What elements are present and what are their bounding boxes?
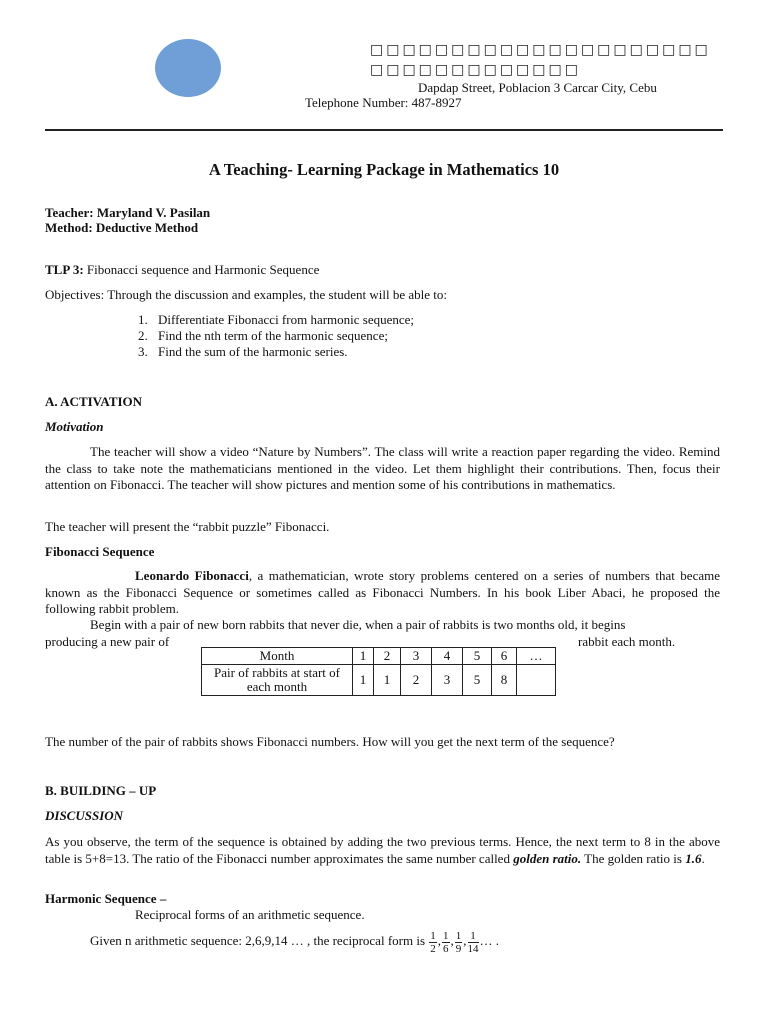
telephone-number: Telephone Number: 487-8927 xyxy=(305,95,462,110)
fibonacci-name: Leonardo Fibonacci xyxy=(135,568,249,583)
table-cell: 3 xyxy=(401,648,432,665)
motivation-paragraph: The teacher will show a video “Nature by Numbers”. The class will write a reaction paper regarding the video. Remind the class to take note the mathematicians mentioned in the video. Let them highlight their contributions. Then, focus their attention on Fibonacci. The teacher will show pictures and mention some of his contributions in mathematics. xyxy=(45,444,720,492)
table-cell: 5 xyxy=(463,648,492,665)
motivation-subheading: Motivation xyxy=(45,419,104,434)
harmonic-example: Given n arithmetic sequence: 2,6,9,14 … , the reciprocal form is $\frac{1}{2}$ , $\frac{1}{6}$ , $\frac{1}{9}$ , $\frac{1}{14}$ … . xyxy=(90,929,500,955)
fraction: $\frac{1}{9}$ xyxy=(455,929,462,955)
rabbit-problem-left: producing a new pair of xyxy=(45,634,170,649)
fraction: $\frac{1}{14}$ xyxy=(467,929,479,955)
fibonacci-paragraph: Leonardo Fibonacci, a mathematician, wrote story problems centered on a series of numbers that became known as the Fibonacci Sequence or sometimes called as Fibonacci Numbers. In his book Liber Abaci, he proposed the following rabbit problem. xyxy=(45,568,720,616)
list-item: 1. Differentiate Fibonacci from harmonic sequence; xyxy=(138,312,415,327)
table-row xyxy=(202,648,556,665)
golden-ratio-term: golden ratio. xyxy=(513,850,582,866)
table-cell: 8 xyxy=(492,665,517,696)
school-logo xyxy=(155,39,221,97)
discussion-paragraph: As you observe, the term of the sequence is obtained by adding the two previous terms. Hence, the next term to 8 in the above table is 5+8=13. The ratio of the Fibonacci number approximates the same number called golden ratio. The golden ratio is 1.6. xyxy=(45,834,720,866)
rabbit-problem-right: rabbit each month. xyxy=(578,634,676,649)
table-header-cell: Month xyxy=(202,648,353,665)
table-cell: 2 xyxy=(374,648,401,665)
objectives-intro: Objectives: Through the discussion and examples, the student will be able to: xyxy=(45,287,447,302)
fibonacci-heading: Fibonacci Sequence xyxy=(45,544,155,559)
table-cell: 1 xyxy=(353,665,374,696)
method-line: Method: Deductive Method xyxy=(45,220,199,235)
building-heading: B. BUILDING – UP xyxy=(45,783,157,798)
harmonic-definition: Reciprocal forms of an arithmetic sequence. xyxy=(135,907,365,922)
fraction: $\frac{1}{6}$ xyxy=(443,929,449,955)
list-item: 2. Find the nth term of the harmonic sequence; xyxy=(138,328,388,343)
table-cell: 2 xyxy=(401,665,432,696)
table-cell: 4 xyxy=(432,648,463,665)
objectives-list xyxy=(138,312,414,360)
activation-heading: A. ACTIVATION xyxy=(45,394,143,409)
table-row xyxy=(202,665,556,696)
table-cell: 5 xyxy=(463,665,492,696)
header-divider xyxy=(45,129,723,131)
table-cell: … xyxy=(517,648,556,665)
school-name: □□□□□□□□□□□□□□□□□□□□□□□□□□□□□□□□□□ xyxy=(370,42,711,78)
rabbit-table xyxy=(201,647,556,696)
tlp-label: TLP 3: xyxy=(45,262,84,277)
fibonacci-question: The number of the pair of rabbits shows Fibonacci numbers. How will you get the next term of the sequence? xyxy=(45,734,615,749)
list-item: 3. Find the sum of the harmonic series. xyxy=(138,344,348,359)
table-header-cell: Pair of rabbits at start of each month xyxy=(202,665,353,696)
table-cell: 3 xyxy=(432,665,463,696)
table-cell xyxy=(517,665,556,696)
table-cell: 6 xyxy=(492,648,517,665)
tlp-text: Fibonacci sequence and Harmonic Sequence xyxy=(83,262,320,277)
tlp-line xyxy=(45,262,720,279)
table-cell: 1 xyxy=(374,665,401,696)
harmonic-heading: Harmonic Sequence – xyxy=(45,891,167,906)
discussion-subheading: DISCUSSION xyxy=(45,808,124,823)
rabbit-problem-line: Begin with a pair of new born rabbits that never die, when a pair of rabbits is two months old, it begins xyxy=(90,617,626,632)
rabbit-puzzle-intro: The teacher will present the “rabbit puzzle” Fibonacci. xyxy=(45,519,330,534)
golden-ratio-value: 1.6 xyxy=(685,850,702,866)
fraction: $\frac{1}{2}$ xyxy=(430,929,436,955)
school-address: Dapdap Street, Poblacion 3 Carcar City, Cebu xyxy=(418,80,657,95)
teacher-line: Teacher: Maryland V. Pasilan xyxy=(45,205,211,220)
page-title: A Teaching- Learning Package in Mathematics 10 xyxy=(208,160,560,179)
table-cell: 1 xyxy=(353,648,374,665)
